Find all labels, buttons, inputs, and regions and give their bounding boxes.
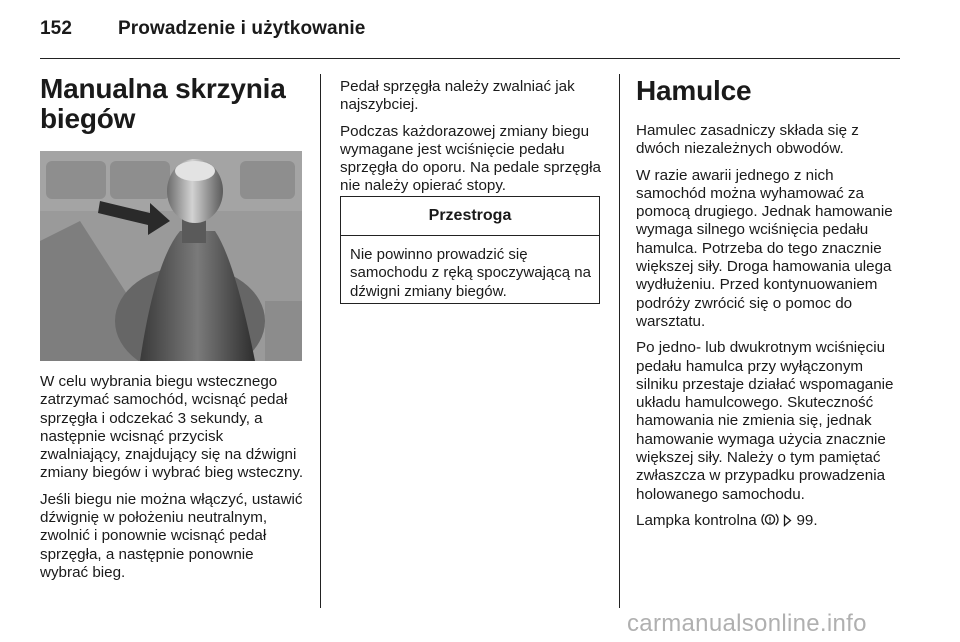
chapter-title: Prowadzenie i użytkowanie xyxy=(118,18,366,39)
column-divider-1 xyxy=(320,74,321,608)
section-heading-brakes: Hamulce xyxy=(636,75,752,106)
brake-warning-icon xyxy=(761,512,779,532)
left-column xyxy=(40,74,305,134)
gear-retry-paragraph: Jeśli biegu nie można włączyć, ustawić dźwignię w położeniu neutralnym, zwolnić i ponownie wcisnąć pedał sprzęgła, a następnie ponownie wybrać bieg. xyxy=(40,490,303,581)
brake-assist-paragraph: Po jedno- lub dwukrotnym wciśnięciu pedału hamulca przy wyłączonym silniku przestaje działać wspomaganie układu hamulcowego. Skuteczność hamowania nie zmienia się, jednak hamowanie wymaga użycia znacznie większej siły. Należy o tym pamiętać zwłaszcza w przypadku prowadzenia holowanego samochodu. xyxy=(636,339,894,503)
reverse-gear-paragraph: W celu wybrania biegu wstecznego zatrzymać samochód, wcisnąć pedał sprzęgła i odczekać 3 sekundy, a następnie wcisnąć przycisk zwalniający, znajdujący się na dźwigni zmiany biegów i wybrać bieg wsteczny. xyxy=(40,373,304,482)
watermark: carmanualsonline.info xyxy=(627,610,867,637)
caution-text: Nie powinno prowadzić się samochodu z ręką spoczywającą na dźwigni zmiany biegów. xyxy=(350,246,591,300)
column-divider-2 xyxy=(619,74,620,608)
warning-lamp-paragraph: Lampka kontrolna 99. xyxy=(636,512,904,532)
brake-failure-paragraph: W razie awarii jednego z nich samochód można wyhamować za pomocą drugiego. Jednak hamowanie wymaga silnego wciśnięcia pedału hamulca. Potrzeba do tego znacznie większej siły. Droga hamowania ulega wydłużeniu. Przed kontynuowaniem podróży zwrócić się o pomoc do warsztatu. xyxy=(636,166,893,330)
clutch-release-paragraph: Pedał sprzęgła należy zwalniać jak najszybciej. xyxy=(340,78,575,114)
header-rule xyxy=(40,58,900,59)
lamp-page-link[interactable]: 99. xyxy=(796,511,818,529)
caution-box xyxy=(340,196,600,304)
right-column xyxy=(636,76,904,540)
gear-shift-photo xyxy=(40,151,302,361)
gear-shift-illustration xyxy=(40,151,302,361)
section-heading-gearbox: Manualna skrzynia biegów xyxy=(40,73,286,134)
brake-circuits-paragraph: Hamulec zasadniczy składa się z dwóch niezależnych obwodów. xyxy=(636,122,859,158)
page-reference-icon[interactable] xyxy=(783,514,792,532)
page-number: 152 xyxy=(40,18,73,39)
middle-column xyxy=(340,78,608,204)
left-text xyxy=(40,373,305,590)
clutch-press-paragraph: Podczas każdorazowej zmiany biegu wymagane jest wciśnięcie pedału sprzęgła do oporu. Na pedale sprzęgła nie należy opierać stopy. xyxy=(340,122,601,195)
caution-title: Przestroga xyxy=(341,197,599,236)
